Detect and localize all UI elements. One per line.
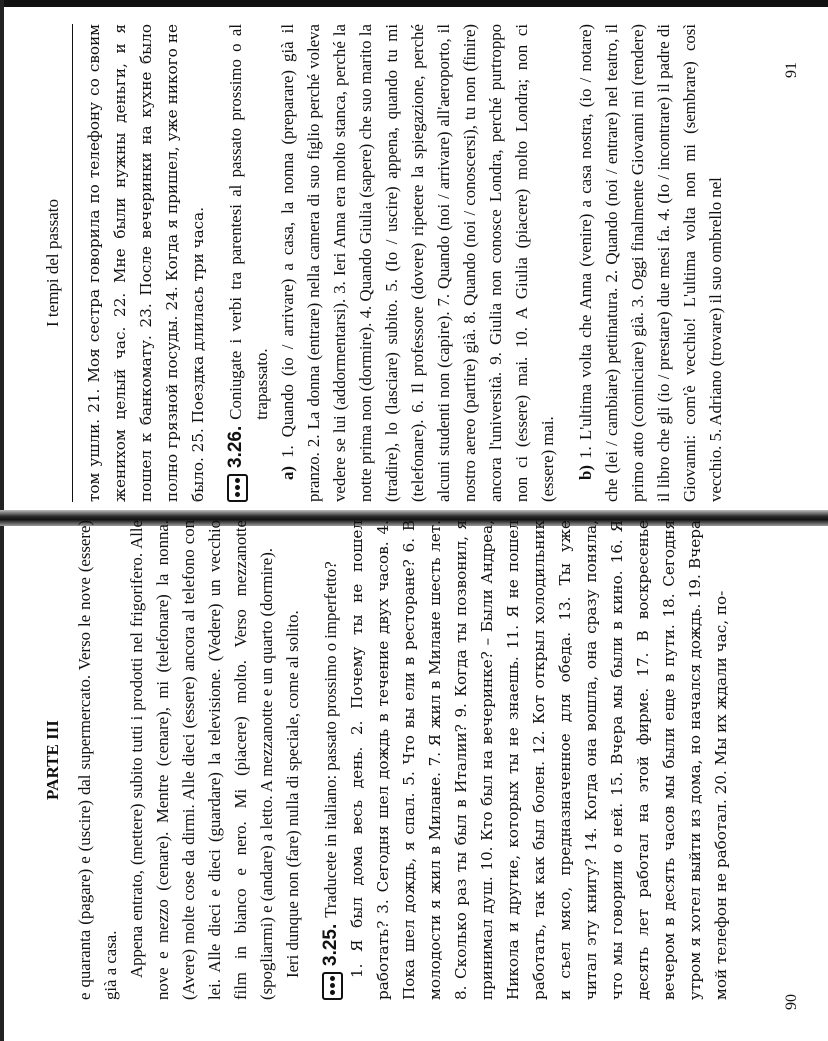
paragraph-1: Appena entrato, (mettere) subito tutti i prodotti nel frigorifero. Alle nove e mezzo (cenare). Mentre (cenare), mi (telefonare) la nonna. (Avere) molte cose da dirmi. Alle dieci (essere) ancora al telefono con lei. Alle dieci e dieci (guardare) la televisione. (Vedere) un vecchio film in bianco e nero. Mi (piacere) molto. Verso mezzanotte (spogliarmi) e (andare) a letto. A mezzanotte e un quarto (dormire). — [127, 520, 276, 1000]
exercise-number: 3.26. — [225, 425, 246, 468]
page-number-left: 90 — [783, 994, 800, 1010]
part-b-label: b) — [576, 465, 595, 480]
scan-top-border — [0, 0, 828, 7]
difficulty-dots-icon — [322, 972, 343, 1000]
exercise-3-25-continuation: том ушли. 21. Моя сестра говорила по телефону со своим женихом целый час. 22. Мне были нужны деньги, и я пошел к банкомату. 23. После вечеринки на кухне было полно грязной посуды. 24. Когда я пришел, уже никого не было. 25. Поездка длилась три часа. — [85, 24, 207, 502]
exercise-number: 3.25. — [320, 923, 341, 966]
exercise-3-26 — [223, 24, 729, 502]
exercise-text: 1. Я был дома весь день. 2. Почему ты не пошел работать? 3. Сегодня шел дождь в течение двух часов. 4. Пока шел дождь, я спал. 5. Что вы ели в ресторане? 6. В молодости я жил в Милане. 7. Я жил в Милане шесть лет. 8. Сколько раз ты был в Италии? 9. Когда ты позвонил, я принимал душ. 10. Кто был на вечеринке? – Были Андреа, Никола и другие, которых ты не знаешь. 11. Я не пошел работать, так как был болен. 12. Кот открыл холодильник и съел мясо, предназначенное для обеда. 13. Ты уже читал эту книгу? 14. Когда она вошла, она сразу поняла, что мы говорили о ней. 15. Вчера мы были в кино. 16. Я десять лет работал на этой фирме. 17. В воскресенье вечером в десять часов мы были еще в пути. 18. Сегодня утром я хотел выйти из дома, но начался дождь. 19. Вчера мой телефон не работал. 20. Мы их ждали час, по- — [348, 520, 730, 1000]
difficulty-dots-icon — [227, 474, 248, 502]
part-a-label: a) — [278, 466, 297, 480]
page-90 — [40, 520, 730, 1000]
exercise-part-b — [573, 24, 729, 502]
running-head-right: I tempi del passato — [43, 199, 62, 327]
part-a-text: 1. Quando (io / arrivare) a casa, la nonna (preparare) già il pranzo. 2. La donna (entrare) nella camera di suo figlio perché voleva vedere se lui (addormentarsi). 3. Ieri Anna era molto stanca, perché la notte prima non (dormire). 4. Quando Giulia (sapere) che suo marito la (tradire), lo (lasciare) subito. 5. (Io / uscire) appena, quando tu mi (telefonare). 6. Il professore (dovere) ripetere la spiegazione, perché alcuni studenti non (capire). 7. Quando (noi / arrivare) all'aeroporto, il nostro aereo (partire) già. 8. Quando (noi / conoscersi), tu non (finire) ancora l'università. 9. Giulia non conosce Londra, perché purtroppo non ci (essere) mai. 10. A Giulia (piacere) molto Londra; non ci (essere) mai. — [278, 24, 557, 502]
page-number-right: 91 — [783, 62, 800, 78]
part-b-text: 1. L'ultima volta che Anna (venire) a casa nostra, (io / notare) che (lei / cambiare) pettinatura. 2. Quando (noi / entrare) nel teatro, il primo atto (cominciare) già. 3. Oggi finalmente Giovanni mi (rendere) il libro che gli (io / prestare) due mesi fa. 4. (Io / incontrare) il padre di Giovanni: com'è vecchio! L'ultima volta non mi (sembrare) così vecchio. 5. Adriano (trovare) il suo ombrello nel — [576, 24, 725, 502]
exercise-3-25 — [318, 520, 734, 1000]
page-91 — [40, 24, 725, 502]
intro-text: e quaranta (pagare) e (uscire) dal supermercato. Verso le nove (essere) già a casa. — [75, 520, 120, 1000]
exercise-part-a — [275, 24, 561, 502]
exercise-title: Coniugate i verbi tra parentesi al passato prossimo o al trapassato. — [226, 24, 271, 420]
running-head-left: PARTE III — [43, 720, 62, 800]
exercise-title: Traducete in italiano: passato prossimo o imperfetto? — [321, 561, 340, 918]
paragraph-2: Ieri dunque non (fare) nulla di speciale, come al solito. — [283, 610, 302, 978]
header-rule — [72, 24, 73, 502]
